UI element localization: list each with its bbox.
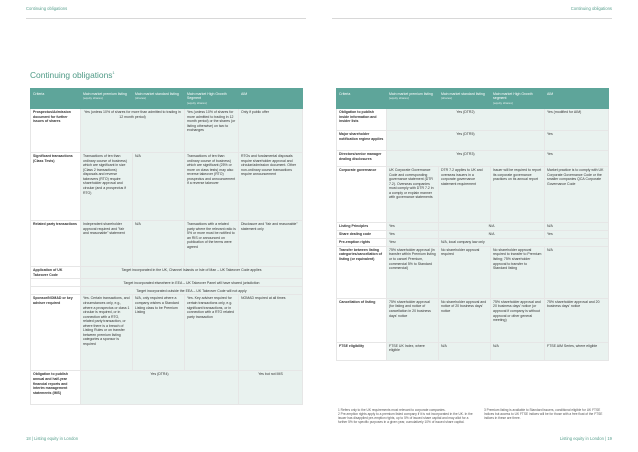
table-cell: N/A <box>545 222 609 230</box>
row-header: Obligation to publish annual and half-year financial reports and interim management statements (IMS) <box>31 371 81 405</box>
table-cell: 75% shareholder approval and 20 business days' notice <box>545 298 609 342</box>
running-header-left: Continuing obligations <box>26 6 68 11</box>
row-header: Corporate governance <box>337 166 387 222</box>
col-header-criteria: Criteria <box>31 89 81 109</box>
table-cell: FTSE UK Index, where eligible <box>387 342 439 360</box>
left-comparison-table <box>30 88 303 405</box>
title-footnote-marker: 1 <box>112 70 115 76</box>
table-cell: Issuer will be required to report its corporate governance practices on its annual report <box>491 166 545 222</box>
table-cell: Yes <box>545 230 609 238</box>
row-header: Transfer between listing categories/cancellation of listing (or equivalent) <box>337 246 387 298</box>
row-header: Related party transactions <box>31 220 81 266</box>
table-cell: N/A <box>439 222 545 230</box>
table-cell: 75% shareholder approval (for listing and notice of cancellation in 20 business days' notice <box>387 298 439 342</box>
table-cell: FTSE AIM Series, where eligible <box>545 342 609 360</box>
table-cell: Market practice is to comply with UK Corporate Governance Code or the smaller companies QCA Corporate Governance Code <box>545 166 609 222</box>
row-header: Directors/senior manager dealing disclosures <box>337 150 387 166</box>
row-header <box>31 287 81 295</box>
table-cell: N/A <box>439 342 491 360</box>
table-cell: Yes (modified for AIM) <box>545 108 609 130</box>
header-rule-left <box>26 18 306 19</box>
row-header: Major shareholder notification regime applies <box>337 130 387 150</box>
table-cell: No shareholder approval required <box>439 246 491 298</box>
row-header: Listing Principles <box>337 222 387 230</box>
table-cell: DTR 7.2 applies to UK and overseas issuers in a corporate governance statement requirement <box>439 166 491 222</box>
page-title-text: Continuing obligations <box>30 70 113 80</box>
row-header: Cancellation of listing <box>337 298 387 342</box>
row-header: Share dealing code <box>337 230 387 238</box>
table-cell: Yes (unless 10% of shares for more than admitted to trading in 12 month period) <box>81 108 185 152</box>
header-rule-right <box>332 18 612 19</box>
table-row <box>337 342 609 360</box>
row-header: Application of UK Takeover Code <box>31 266 81 278</box>
table-cell: Yes² <box>387 238 439 246</box>
table-row <box>337 298 609 342</box>
table-row <box>337 130 609 150</box>
footnotes-left: 1 Refers only to the UK requirements most relevant to corporate companies. 2 Pre-emption rights apply to a premium listed company if it is not incorporated in the UK. In the issuer has disapplied pre-emption rights, up to 5% of issued share capital and may allot for a further 5% for specific purposes in a given year, cumulatively 10% of issued share capital. <box>338 408 473 425</box>
table-row <box>31 108 303 152</box>
table-cell: N/A, only required where a company wishes a Standard Listing class to be Premium Listing <box>133 295 185 371</box>
table-cell: Target incorporated outside the EEA – UK Takeover Code will not apply <box>81 287 303 295</box>
table-cell: Yes (DTR2) <box>387 108 545 130</box>
table-row <box>337 230 609 238</box>
table-cell: N/A <box>439 230 545 238</box>
table-cell: NOMAD required at all times <box>239 295 303 371</box>
page-title <box>30 70 115 80</box>
table-cell: RTOs and fundamental disposals require shareholder approval and circular/admission document. Other non-ordinary course transactions require announcement <box>239 152 303 220</box>
col-header-criteria: Criteria <box>337 89 387 109</box>
table-cell: Transactions of ten than ordinary course of business) which are significant (25% or more on class tests) may also reverse takeover (RTO) prospectus and announcement if a reverse takeover <box>185 152 239 220</box>
running-header-right: Continuing obligations <box>570 6 612 11</box>
table-cell: Yes. Key adviser required for certain transactions only, e.g. significant transactions, or in connection with a RTO related party transaction <box>185 295 239 371</box>
row-header: Obligation to publish inside information and insider lists <box>337 108 387 130</box>
table-cell: Disclosure and "fair and reasonable" statement only <box>239 220 303 266</box>
table-cell: Yes (unless 10% of shares for more admitted to trading in 12 month period) or the shares (or listing otherwise) on two to exchanges <box>185 108 239 152</box>
table-cell: Only if public offer <box>239 108 303 152</box>
table-cell: Transactions with a related party where the relevant ratio is 5% or more must be notified to an RIS or announced on publication of the terms were agreed <box>185 220 239 266</box>
table-cell: Independent shareholder approval required and "fair and reasonable" statement <box>81 220 133 266</box>
table-row <box>31 287 303 295</box>
col-header-hgs: Main market High Growth segment (equity shares) <box>491 89 545 109</box>
table-row <box>337 246 609 298</box>
table-row <box>337 238 609 246</box>
right-comparison-table <box>336 88 609 361</box>
table-cell: UK Corporate Governance Code and corresponding governance statement (DTR 7.2). Overseas companies must comply with DTR 7.2 in a comply or explain manner with governance statements <box>387 166 439 222</box>
row-header: FTSE eligibility <box>337 342 387 360</box>
col-header-premium: Main market premium listing (equity shares) <box>387 89 439 109</box>
table-cell: Yes <box>545 130 609 150</box>
table-cell: Yes (DTR4) <box>81 371 239 405</box>
table-cell: Yes <box>387 230 439 238</box>
table-cell: 75% shareholder approval (in transfer within Premium listing or to cancel Premium, commercial 5% to Standard commercial) <box>387 246 439 298</box>
table-cell: Yes (DTR3) <box>387 150 545 166</box>
table-row <box>337 150 609 166</box>
col-header-aim: AIM <box>239 89 303 109</box>
table-row <box>31 279 303 287</box>
table-cell: No shareholder approval and notice of 20 business days' notice <box>439 298 491 342</box>
table-header-row <box>31 89 303 109</box>
table-row <box>337 166 609 222</box>
row-header: Prospectus/Admission document for further issues of shares <box>31 108 81 152</box>
col-header-aim: AIM <box>545 89 609 109</box>
table-cell: N/A, local company law only <box>439 238 609 246</box>
table-cell: Yes but not IMS <box>239 371 303 405</box>
col-header-premium: Main market premium listing (equity shares) <box>81 89 133 109</box>
table-row <box>31 295 303 371</box>
table-cell: Yes <box>545 150 609 166</box>
table-row <box>31 220 303 266</box>
table-row <box>337 222 609 230</box>
table-row <box>31 371 303 405</box>
row-header: Significant transactions (Class Tests) <box>31 152 81 220</box>
table-cell: Yes (DTR5) <box>387 130 545 150</box>
table-cell: 75% shareholder approval and 20 business days' notice (or approval if company is without approval or other general meeting) <box>491 298 545 342</box>
table-cell: Yes <box>387 222 439 230</box>
table-row <box>31 152 303 220</box>
col-header-standard: Main market standard listing (shares) <box>133 89 185 109</box>
col-header-hgs: Main market High Growth Segment (equity shares) <box>185 89 239 109</box>
row-header: Pre-emption rights <box>337 238 387 246</box>
table-cell: Transactions of ten than ordinary course of business) which are significant in size (Class 2 transactions) disposals and reverse takeovers (RTO) require shareholder approval and circular (and a prospectus if RTO) <box>81 152 133 220</box>
page-number-left: 18 | Listing equity in London <box>26 436 79 441</box>
table-cell: N/A <box>491 342 545 360</box>
col-header-standard: Main market standard listing (shares) <box>439 89 491 109</box>
table-row <box>31 266 303 278</box>
table-cell: Target incorporated elsewhere in EEA – UK Takeover Panel will have shared jurisdiction <box>81 279 303 287</box>
table-header-row <box>337 89 609 109</box>
row-header: Sponsor/NOMAD or key adviser required <box>31 295 81 371</box>
table-cell: Yes. Certain transactions, and circumstances only, e.g., where a prospectus or class 1 circular is required, or in connection with a RTO, related party transaction, or where there is a breach of Listing Rules or on transfer between premium listing categories a sponsor is required <box>81 295 133 371</box>
page-number-right: Listing equity in London | 19 <box>559 436 612 441</box>
table-cell: N/A <box>133 220 185 266</box>
table-cell: N/A <box>133 152 185 220</box>
table-cell: N/A <box>545 246 609 298</box>
table-cell: No shareholder approval required to transfer to Premium listing; 75% shareholder approval to transfer to Standard listing <box>491 246 545 298</box>
table-cell: Target incorporated in the UK, Channel Islands or Isle of Man – UK Takeover Code applies <box>81 266 303 278</box>
row-header <box>31 279 81 287</box>
footnotes-right: 3 Premium listing is available to Standard issuers, conditional eligible for UK FTSE Indices but access to UK FTSE indices will be for those with a free float of the FTSE indices in these are three. <box>484 408 603 421</box>
table-row <box>337 108 609 130</box>
